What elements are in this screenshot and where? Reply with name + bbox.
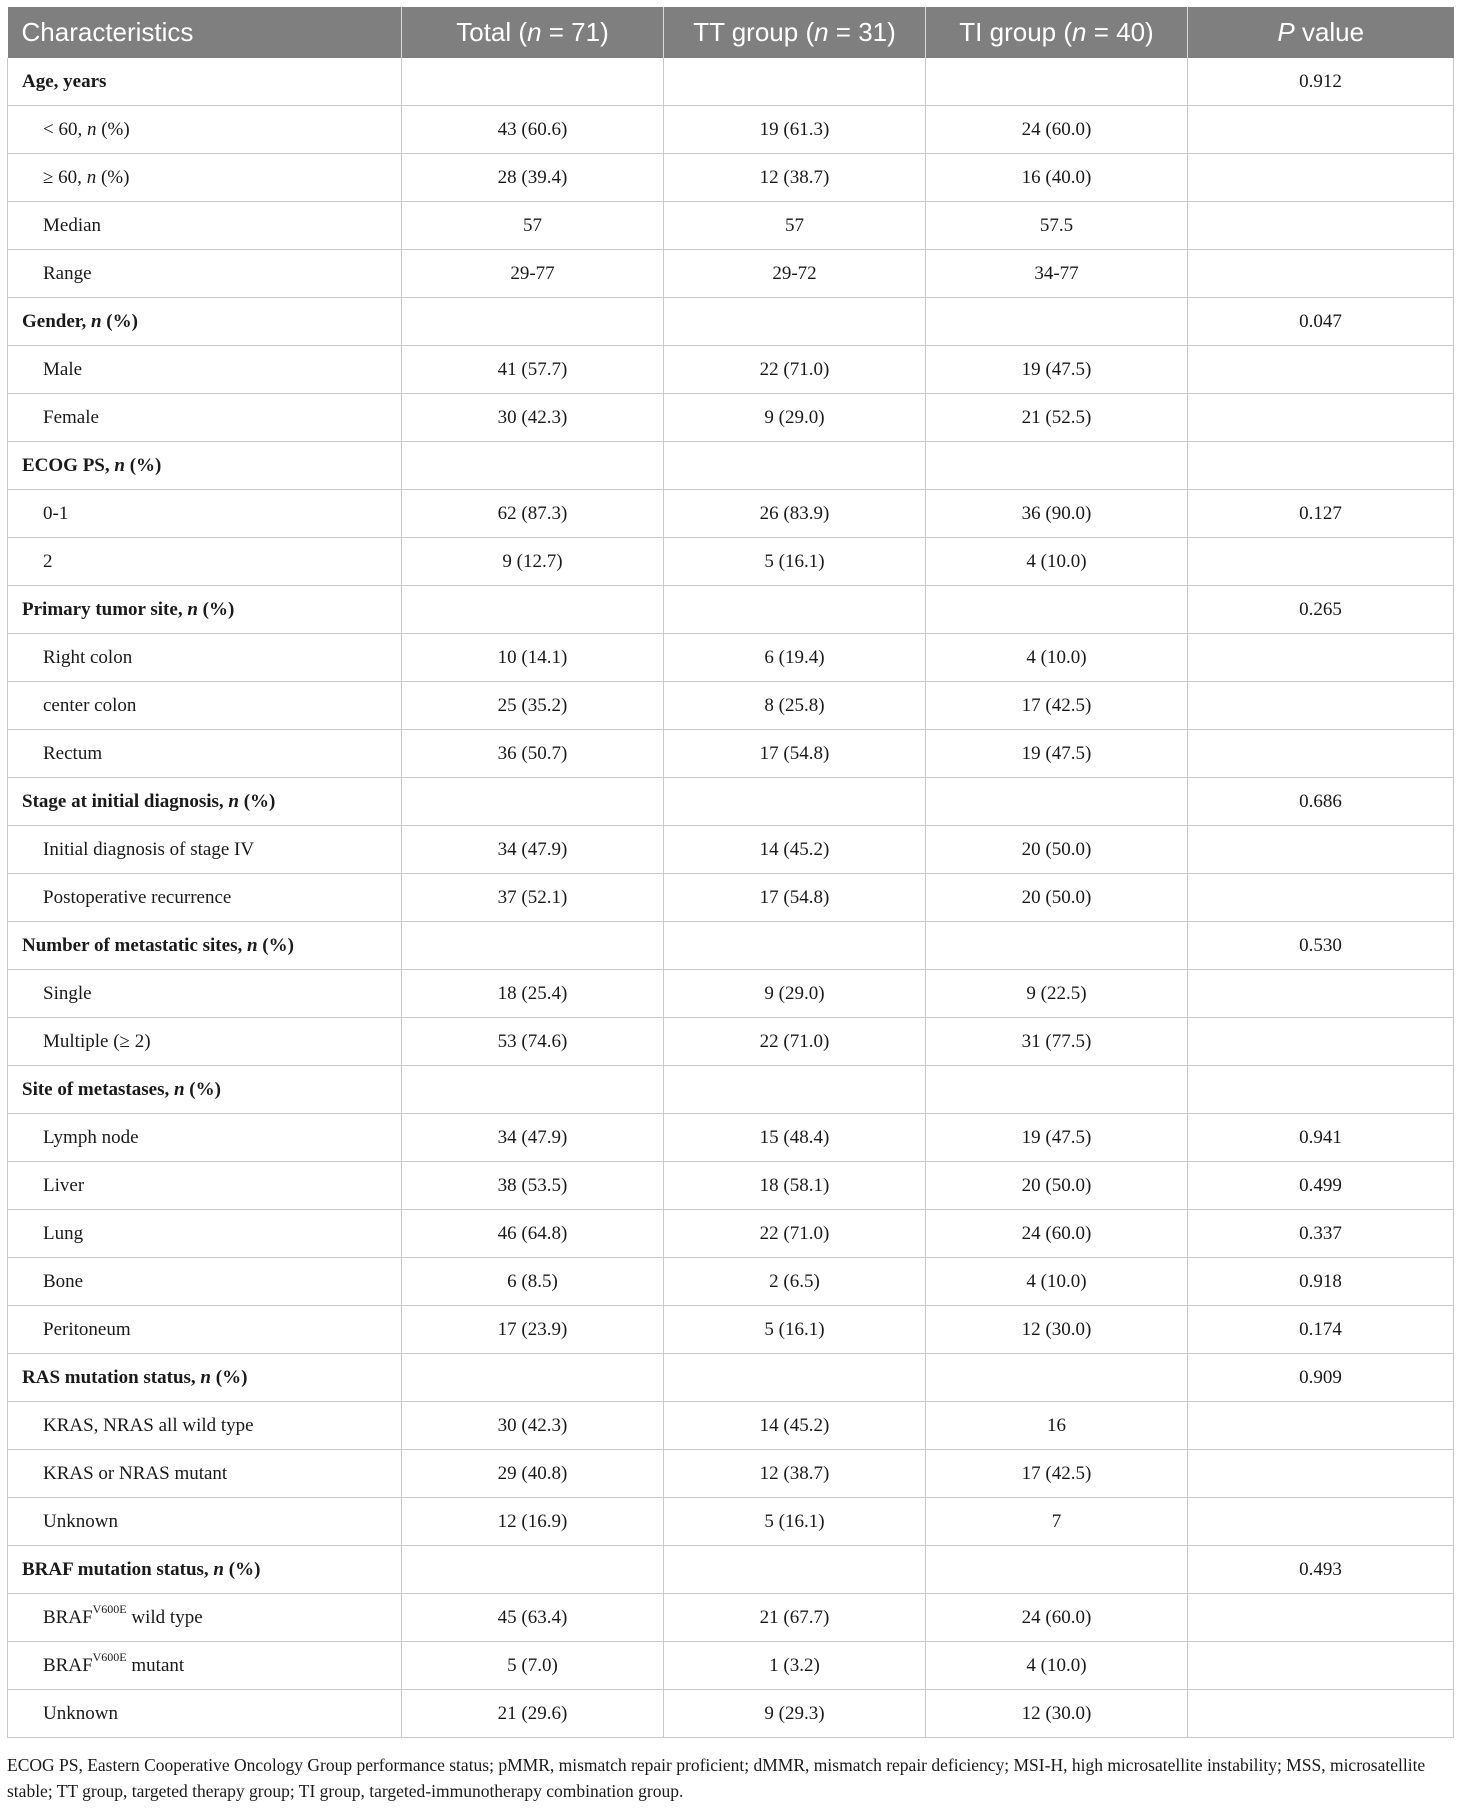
cell-p-value: 0.265 <box>1188 586 1454 634</box>
cell-tt-group: 26 (83.9) <box>664 490 926 538</box>
cell-ti-group: 17 (42.5) <box>926 682 1188 730</box>
cell-total: 45 (63.4) <box>402 1594 664 1642</box>
cell-ti-group: 12 (30.0) <box>926 1306 1188 1354</box>
cell-tt-group: 9 (29.0) <box>664 970 926 1018</box>
row-label <box>8 1690 402 1738</box>
row-label-text: Liver <box>43 1174 85 1196</box>
cell-ti-group: 12 (30.0) <box>926 1690 1188 1738</box>
table-group-row <box>8 922 1454 970</box>
cell-p-value <box>1188 1066 1454 1114</box>
row-label <box>8 1546 402 1594</box>
cell-tt-group: 17 (54.8) <box>664 730 926 778</box>
cell-total: 37 (52.1) <box>402 874 664 922</box>
row-label-text: Male <box>43 358 83 380</box>
cell-p-value <box>1188 154 1454 202</box>
row-label <box>8 970 402 1018</box>
cell-tt-group <box>664 58 926 106</box>
cell-p-value: 0.337 <box>1188 1210 1454 1258</box>
cell-p-value: 0.530 <box>1188 922 1454 970</box>
row-label-text: Single <box>43 982 92 1004</box>
row-label-text: Lung <box>43 1222 84 1244</box>
row-label <box>8 346 402 394</box>
cell-tt-group: 5 (16.1) <box>664 1498 926 1546</box>
cell-p-value <box>1188 1498 1454 1546</box>
cell-total: 46 (64.8) <box>402 1210 664 1258</box>
table-group-row <box>8 778 1454 826</box>
row-label-text: Bone <box>43 1270 84 1292</box>
row-label-text: ECOG PS, n (%) <box>22 454 162 476</box>
header-characteristics: Characteristics <box>8 7 402 58</box>
cell-ti-group <box>926 1066 1188 1114</box>
table-group-row <box>8 442 1454 490</box>
row-label <box>8 1114 402 1162</box>
row-label <box>8 1162 402 1210</box>
cell-total: 30 (42.3) <box>402 394 664 442</box>
table-row <box>8 634 1454 682</box>
cell-tt-group <box>664 586 926 634</box>
cell-total <box>402 922 664 970</box>
row-label <box>8 682 402 730</box>
cell-tt-group: 29-72 <box>664 250 926 298</box>
table-row <box>8 202 1454 250</box>
cell-total: 21 (29.6) <box>402 1690 664 1738</box>
cell-total <box>402 298 664 346</box>
table-group-row <box>8 1546 1454 1594</box>
cell-tt-group <box>664 442 926 490</box>
cell-ti-group: 16 <box>926 1402 1188 1450</box>
cell-ti-group: 4 (10.0) <box>926 1258 1188 1306</box>
row-label <box>8 1450 402 1498</box>
row-label <box>8 1498 402 1546</box>
row-label-text: Gender, n (%) <box>22 310 138 332</box>
row-label-text: 2 <box>43 550 53 572</box>
row-label <box>8 154 402 202</box>
cell-ti-group: 57.5 <box>926 202 1188 250</box>
cell-tt-group: 17 (54.8) <box>664 874 926 922</box>
cell-p-value <box>1188 874 1454 922</box>
row-label-text: Unknown <box>43 1702 118 1724</box>
cell-total <box>402 1546 664 1594</box>
cell-tt-group: 5 (16.1) <box>664 538 926 586</box>
row-label-text: Peritoneum <box>43 1318 131 1340</box>
cell-tt-group: 22 (71.0) <box>664 1210 926 1258</box>
cell-p-value <box>1188 1450 1454 1498</box>
cell-p-value: 0.493 <box>1188 1546 1454 1594</box>
cell-tt-group: 18 (58.1) <box>664 1162 926 1210</box>
cell-ti-group: 31 (77.5) <box>926 1018 1188 1066</box>
table-row <box>8 346 1454 394</box>
table-row <box>8 730 1454 778</box>
table-row <box>8 1114 1454 1162</box>
cell-tt-group: 14 (45.2) <box>664 826 926 874</box>
header-p-value: P value <box>1188 7 1454 58</box>
row-label-text: Range <box>43 262 92 284</box>
row-label-text: Number of metastatic sites, n (%) <box>22 934 294 956</box>
cell-p-value: 0.912 <box>1188 58 1454 106</box>
row-label <box>8 1066 402 1114</box>
cell-p-value <box>1188 538 1454 586</box>
cell-p-value <box>1188 970 1454 1018</box>
cell-tt-group: 15 (48.4) <box>664 1114 926 1162</box>
cell-p-value <box>1188 346 1454 394</box>
table-group-row <box>8 298 1454 346</box>
cell-total: 57 <box>402 202 664 250</box>
row-label-suffix: mutant <box>126 1654 185 1676</box>
row-label-text: Right colon <box>43 646 133 668</box>
cell-tt-group: 19 (61.3) <box>664 106 926 154</box>
row-label-text: RAS mutation status, n (%) <box>22 1366 248 1388</box>
cell-total: 17 (23.9) <box>402 1306 664 1354</box>
header-row <box>8 7 1454 58</box>
row-label <box>8 1018 402 1066</box>
table-row <box>8 1594 1454 1642</box>
table-row <box>8 490 1454 538</box>
cell-p-value <box>1188 826 1454 874</box>
cell-p-value <box>1188 682 1454 730</box>
cell-p-value <box>1188 730 1454 778</box>
row-label-text: Postoperative recurrence <box>43 886 232 908</box>
row-label <box>8 1402 402 1450</box>
cell-tt-group <box>664 1354 926 1402</box>
cell-total: 53 (74.6) <box>402 1018 664 1066</box>
cell-tt-group: 5 (16.1) <box>664 1306 926 1354</box>
cell-ti-group: 20 (50.0) <box>926 874 1188 922</box>
table-row <box>8 874 1454 922</box>
cell-total: 34 (47.9) <box>402 1114 664 1162</box>
row-label-superscript: V600E <box>92 1602 127 1617</box>
cell-total <box>402 778 664 826</box>
cell-p-value <box>1188 202 1454 250</box>
cell-tt-group: 14 (45.2) <box>664 1402 926 1450</box>
cell-ti-group <box>926 442 1188 490</box>
cell-total: 38 (53.5) <box>402 1162 664 1210</box>
table-body <box>8 58 1454 1738</box>
header-ti-group: TI group (n = 40) <box>926 7 1188 58</box>
table-row <box>8 1450 1454 1498</box>
characteristics-table-container <box>7 7 1453 1738</box>
cell-ti-group: 24 (60.0) <box>926 1594 1188 1642</box>
row-label-text: Multiple (≥ 2) <box>43 1030 151 1052</box>
cell-total: 18 (25.4) <box>402 970 664 1018</box>
cell-total: 5 (7.0) <box>402 1642 664 1690</box>
characteristics-table <box>7 7 1454 1738</box>
row-label-text: center colon <box>43 694 137 716</box>
cell-ti-group: 19 (47.5) <box>926 1114 1188 1162</box>
row-label <box>8 1594 402 1642</box>
cell-ti-group: 7 <box>926 1498 1188 1546</box>
cell-p-value <box>1188 250 1454 298</box>
row-label-text: KRAS or NRAS mutant <box>43 1462 228 1484</box>
cell-p-value <box>1188 1018 1454 1066</box>
cell-total: 25 (35.2) <box>402 682 664 730</box>
cell-p-value: 0.909 <box>1188 1354 1454 1402</box>
table-row <box>8 1498 1454 1546</box>
cell-total: 29-77 <box>402 250 664 298</box>
table-row <box>8 1018 1454 1066</box>
cell-tt-group: 2 (6.5) <box>664 1258 926 1306</box>
cell-p-value <box>1188 106 1454 154</box>
row-label-text: BRAF <box>43 1606 93 1628</box>
row-label-text: BRAF <box>43 1654 93 1676</box>
row-label-text: < 60, n (%) <box>43 118 130 140</box>
cell-total: 30 (42.3) <box>402 1402 664 1450</box>
table-row <box>8 1642 1454 1690</box>
cell-ti-group: 17 (42.5) <box>926 1450 1188 1498</box>
row-label <box>8 250 402 298</box>
cell-tt-group <box>664 1546 926 1594</box>
table-row <box>8 394 1454 442</box>
cell-ti-group: 9 (22.5) <box>926 970 1188 1018</box>
cell-ti-group: 24 (60.0) <box>926 1210 1188 1258</box>
row-label <box>8 1354 402 1402</box>
row-label-text: Primary tumor site, n (%) <box>22 598 235 620</box>
cell-ti-group <box>926 778 1188 826</box>
table-row <box>8 106 1454 154</box>
row-label <box>8 826 402 874</box>
table-group-row <box>8 58 1454 106</box>
cell-total: 36 (50.7) <box>402 730 664 778</box>
table-row <box>8 970 1454 1018</box>
row-label <box>8 634 402 682</box>
cell-tt-group: 12 (38.7) <box>664 154 926 202</box>
row-label-text: ≥ 60, n (%) <box>43 166 130 188</box>
cell-tt-group <box>664 778 926 826</box>
cell-ti-group <box>926 1546 1188 1594</box>
row-label-text: 0-1 <box>43 502 69 524</box>
row-label-text: Site of metastases, n (%) <box>22 1078 221 1100</box>
cell-total: 34 (47.9) <box>402 826 664 874</box>
cell-total: 29 (40.8) <box>402 1450 664 1498</box>
table-header <box>8 7 1454 58</box>
table-row <box>8 1690 1454 1738</box>
table-row <box>8 1402 1454 1450</box>
cell-tt-group: 22 (71.0) <box>664 346 926 394</box>
row-label-text: BRAF mutation status, n (%) <box>22 1558 261 1580</box>
cell-p-value <box>1188 1690 1454 1738</box>
cell-ti-group: 16 (40.0) <box>926 154 1188 202</box>
cell-ti-group: 4 (10.0) <box>926 1642 1188 1690</box>
cell-tt-group: 22 (71.0) <box>664 1018 926 1066</box>
row-label <box>8 1210 402 1258</box>
table-footnote: ECOG PS, Eastern Cooperative Oncology Group performance status; pMMR, mismatch repair proficient; dMMR, mismatch repair deficiency; MSI-H, high microsatellite instability; MSS, microsatellite stable; TT group, targeted therapy group; TI group, targeted-immunotherapy combination group. <box>7 1755 1426 1801</box>
cell-total: 12 (16.9) <box>402 1498 664 1546</box>
row-label <box>8 298 402 346</box>
row-label <box>8 490 402 538</box>
row-label <box>8 202 402 250</box>
cell-total: 9 (12.7) <box>402 538 664 586</box>
cell-tt-group: 12 (38.7) <box>664 1450 926 1498</box>
row-label-text: Stage at initial diagnosis, n (%) <box>22 790 276 812</box>
cell-p-value <box>1188 1642 1454 1690</box>
cell-tt-group: 1 (3.2) <box>664 1642 926 1690</box>
cell-p-value <box>1188 1594 1454 1642</box>
cell-ti-group: 24 (60.0) <box>926 106 1188 154</box>
cell-tt-group: 21 (67.7) <box>664 1594 926 1642</box>
cell-ti-group: 21 (52.5) <box>926 394 1188 442</box>
row-label-suffix: wild type <box>126 1606 203 1628</box>
cell-ti-group: 19 (47.5) <box>926 730 1188 778</box>
cell-ti-group <box>926 922 1188 970</box>
cell-total: 6 (8.5) <box>402 1258 664 1306</box>
cell-ti-group <box>926 1354 1188 1402</box>
cell-p-value: 0.127 <box>1188 490 1454 538</box>
cell-tt-group: 9 (29.3) <box>664 1690 926 1738</box>
cell-tt-group <box>664 298 926 346</box>
row-label <box>8 538 402 586</box>
cell-tt-group: 6 (19.4) <box>664 634 926 682</box>
table-row <box>8 538 1454 586</box>
row-label <box>8 1306 402 1354</box>
cell-ti-group: 19 (47.5) <box>926 346 1188 394</box>
table-row <box>8 1210 1454 1258</box>
cell-total: 28 (39.4) <box>402 154 664 202</box>
cell-total: 10 (14.1) <box>402 634 664 682</box>
cell-p-value <box>1188 1402 1454 1450</box>
row-label <box>8 442 402 490</box>
cell-tt-group: 57 <box>664 202 926 250</box>
cell-ti-group <box>926 586 1188 634</box>
table-row <box>8 154 1454 202</box>
cell-ti-group: 34-77 <box>926 250 1188 298</box>
row-label-text: Age, years <box>22 70 107 92</box>
cell-p-value: 0.047 <box>1188 298 1454 346</box>
row-label <box>8 922 402 970</box>
row-label <box>8 1258 402 1306</box>
row-label-text: Lymph node <box>43 1126 139 1148</box>
table-row <box>8 1306 1454 1354</box>
row-label-text: Median <box>43 214 102 236</box>
cell-total <box>402 1354 664 1402</box>
cell-total <box>402 1066 664 1114</box>
table-group-row <box>8 1066 1454 1114</box>
row-label <box>8 730 402 778</box>
cell-ti-group: 4 (10.0) <box>926 538 1188 586</box>
cell-ti-group: 36 (90.0) <box>926 490 1188 538</box>
table-row <box>8 826 1454 874</box>
cell-total: 43 (60.6) <box>402 106 664 154</box>
row-label-text: Female <box>43 406 99 428</box>
header-tt-group: TT group (n = 31) <box>664 7 926 58</box>
header-total: Total (n = 71) <box>402 7 664 58</box>
table-row <box>8 1162 1454 1210</box>
row-label-text: Initial diagnosis of stage IV <box>43 838 255 860</box>
row-label <box>8 778 402 826</box>
cell-p-value: 0.686 <box>1188 778 1454 826</box>
row-label <box>8 106 402 154</box>
cell-ti-group: 4 (10.0) <box>926 634 1188 682</box>
cell-ti-group: 20 (50.0) <box>926 826 1188 874</box>
cell-p-value <box>1188 442 1454 490</box>
table-row <box>8 682 1454 730</box>
row-label-text: Rectum <box>43 742 103 764</box>
cell-total: 41 (57.7) <box>402 346 664 394</box>
cell-total: 62 (87.3) <box>402 490 664 538</box>
cell-p-value: 0.941 <box>1188 1114 1454 1162</box>
cell-p-value: 0.174 <box>1188 1306 1454 1354</box>
cell-p-value <box>1188 394 1454 442</box>
cell-tt-group: 8 (25.8) <box>664 682 926 730</box>
cell-total <box>402 442 664 490</box>
cell-ti-group: 20 (50.0) <box>926 1162 1188 1210</box>
row-label <box>8 1642 402 1690</box>
table-row <box>8 250 1454 298</box>
cell-p-value: 0.499 <box>1188 1162 1454 1210</box>
cell-tt-group <box>664 1066 926 1114</box>
row-label <box>8 874 402 922</box>
row-label-text: Unknown <box>43 1510 118 1532</box>
row-label <box>8 586 402 634</box>
table-group-row <box>8 586 1454 634</box>
cell-ti-group <box>926 58 1188 106</box>
table-group-row <box>8 1354 1454 1402</box>
row-label-text: KRAS, NRAS all wild type <box>43 1414 254 1436</box>
cell-total <box>402 586 664 634</box>
row-label-superscript: V600E <box>92 1650 127 1665</box>
table-row <box>8 1258 1454 1306</box>
cell-tt-group <box>664 922 926 970</box>
row-label <box>8 58 402 106</box>
cell-ti-group <box>926 298 1188 346</box>
cell-total <box>402 58 664 106</box>
row-label <box>8 394 402 442</box>
cell-tt-group: 9 (29.0) <box>664 394 926 442</box>
cell-p-value <box>1188 634 1454 682</box>
cell-p-value: 0.918 <box>1188 1258 1454 1306</box>
